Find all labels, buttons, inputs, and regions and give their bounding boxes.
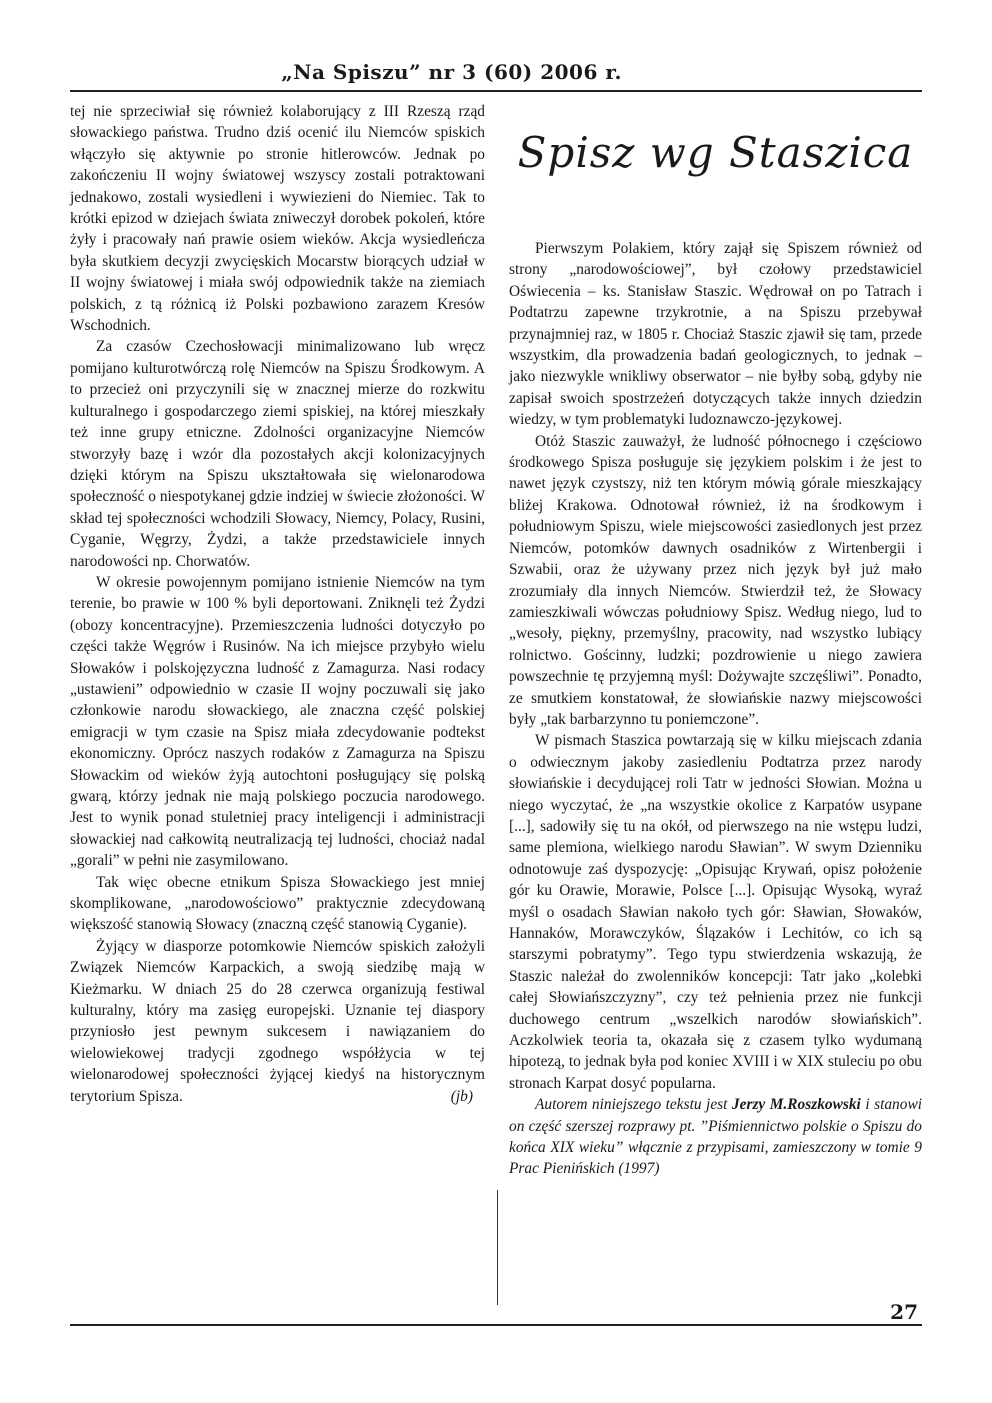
article-paragraph: Otóż Staszic zauważył, że ludność północnego i częściowo środkowego Spisza posługuje się językiem polskim i że jest to nawet język czystszy, niż ten którym mówią górale mieszkający bliżej Krakowa. Odnotował również, iż na środkowym i południowym Spiszu, wiele miejscowości zasiedlonych jest przez Niemców, potomków dawnych osadników z Wirtenbergii i Szwabii, oraz że używany przez nich język był już mało zrozumiały dla innych Niemców. Stwierdził też, że Słowacy zamieszkiwali wówczas południowy Spisz. Według niego, lud to „wesoły, piękny, przemyślny, pracowity, nad wszystko lubiący rolnictwo. Gościnny, ludzki; pozdrowienie u niego zawiera powszechnie tę przyjemną myśl: Dożywajte szczęśliwi”. Ponadto, ze smutkiem konstatował, że słowiańskie nazwy miejscowości były „tak barbarzynno tu poniemczone”. xyxy=(509,432,922,728)
left-paragraph-text: Żyjący w diasporze potomkowie Niemców spiskich założyli Związek Niemców Karpackich, a swoją siedzibę mają w Kieżmarku. W dniach 25 do 28 czerwca organizują festiwal kulturalny, który ma zasięg europejski. Uznanie tej diaspory przyniosło jest pewnym sukcesem i nawiązaniem do wielowiekowej tradycji zgodnego współżycia w tej wielonarodowej społeczności żyjącej kiedyś na historycznym terytorium Spisza. xyxy=(70,937,485,1105)
left-paragraph: W okresie powojennym pomijano istnienie Niemców na tym terenie, bo prawie w 100 % byli deportowani. Zniknęli też Żydzi (obozy koncentracyjne). Przemieszczenia ludności dotyczyło po części także Węgrów i Rusinów. Na ich miejsce przybyło wielu Słowaków i polskojęzyczna ludność z Zamagurza. Nasi rodacy „ustawieni” odpowiednio w czasie II wojny poczuwali się jako członkowie narodu słowackiego, ale znaczna część polskiej emigracji w tym czasie na Spisz miała zdecydowanie podtekst ekonomiczny. Oprócz naszych rodaków z Zamagurza na Spiszu Słowackim od wieków żyją autochtoni posługujący się polską gwarą, którzy jednak nie mają polskiego poczucia narodowego. Jest to wynik ponad stuletniej pracy inteligencji i administracji słowackiej nad całkowitą neutralizacją tej ludności, chociaż nadal „gorali” w pełni nie zasymilowano. xyxy=(70,573,485,870)
right-column xyxy=(509,238,922,1180)
author-note-suffix: i stanowi on część szerszej rozprawy pt. ”Piśmiennictwo polskie o Spiszu do końca XIX wieku” włącznie z przypisami, zamieszczony w tomie 9 Prac Pienińskich (1997) xyxy=(509,1096,922,1178)
left-paragraph: Za czasów Czechosłowacji minimalizowano lub wręcz pomijano kulturotwórczą rolę Niemców na Spiszu Środkowym. A to przecież oni przyczynili się w znacznej mierze do rozkwitu kulturalnego i gospodarczego ziemi spiskiej, na której mieszkały też inne grupy etniczne. Zdolności organizacyjne Niemców stworzyły bazę i wzór dla pozostałych akcji kolonizacyjnych dzięki którym na Spiszu ukształtowała się wielonarodowa społeczność o niespotykanej gdzie indziej w świecie złożoności. W skład tej społeczności wchodzili Słowacy, Niemcy, Polacy, Rusini, Cyganie, Węgrzy, Żydzi, a także przedstawiciele innych narodowości np. Chorwatów. xyxy=(70,338,485,570)
page-number: 27 xyxy=(890,1300,918,1324)
left-paragraph: Tak więc obecne etnikum Spisza Słowackiego jest mniej skomplikowane, „narodowościowo” praktycznie zdecydowaną większość stanowią Słowacy (znaczną część stanowią Cyganie). xyxy=(70,873,485,934)
footer-rule xyxy=(70,1324,922,1326)
author-note-prefix: Autorem niniejszego tekstu jest xyxy=(535,1096,732,1114)
article-paragraph: W pismach Staszica powtarzają się w kilku miejscach zdania o odwiecznym jakoby zasiedleniu Podtatrza przez narody słowiańskie i decydującej roli Tatr w jedności Słowian. Można u niego wyczytać, że „na wszystkie okolice z Karpatów usypane [...], sadowiły się tu na okół, od pierwszego na nie wstępu ludzi, same plemiona, wielkiego narodu Sławian”. W swym Dzienniku odnotowuje zaś dyspozycję: „Opisując Krywań, opisz położenie gór ku Orawie, Morawie, Polsce [...]. Opisując Wysoką, wyraź myśl o osadach Sławian nakoło tych gór: Sławian, Słowaków, Hannaków, Morawczyków, Ślązaków i Lechitów, co ich są starszymi pobratymy”. Tego typu stwierdzenia wskazują, że Staszic należał do zwolenników koncepcji: Tatr jako „kolebki całej Słowiańszczyzny”, czy też pełnienia przez nie funkcji duchowego centrum „wszelkich narodów słowiańskich”. Aczkolwiek teoria ta, okazała się z czasem tylko wydumaną hipotezą, to jednak była pod koniec XVIII i w XIX stuleciu po obu stronach Karpat dosyć popularna. xyxy=(509,732,922,1092)
signature: (jb) xyxy=(450,1087,473,1105)
left-column xyxy=(70,101,485,1107)
author-name: Jerzy M.Roszkowski xyxy=(731,1096,861,1114)
page-header-title: „Na Spiszu” nr 3 (60) 2006 r. xyxy=(281,60,622,84)
article-title: Spisz wg Staszica xyxy=(517,128,914,177)
header-rule xyxy=(70,90,922,92)
left-paragraph xyxy=(70,936,485,1107)
left-paragraph: tej nie sprzeciwiał się również kolaborujący z III Rzeszą rząd słowackiego państwa. Trudno dziś ocenić ilu Niemców spiskich włączyło się aktywnie po stronie hitlerowców. Jednak po zakończeniu II wojny światowej wszyscy zostali potraktowani jednakowo, zostali wysiedleni i wywiezieni do Niemiec. Tak to krótki epizod w dziejach świata zniweczył dorobek pokoleń, które żyły i pracowały nań prawie osiem wieków. Akcja wysiedleńcza była skutkiem decyzji zwycięskich Mocarstw biorących udział w II wojny światowej i miała swój odpowiednik także na ziemiach polskich, z tą różnicą iż Polski pozbawiono zarazem Kresów Wschodnich. xyxy=(70,103,485,335)
column-divider xyxy=(497,1190,498,1305)
article-paragraph: Pierwszym Polakiem, który zajął się Spiszem również od strony „narodowościowej”, był czołowy przedstawiciel Oświecenia – ks. Stanisław Staszic. Wędrował on po Tatrach i Podtatrzu zapewne trzykrotnie, a na Spiszu przebywał przynajmniej raz, w 1805 r. Chociaż Staszic zjawił się tam, przede wszystkim, dla prowadzenia badań geologicznych, to jednak – jako niezwykle wnikliwy obserwator – nie byłby sobą, gdyby nie zapisał swoich spostrzeżeń dotyczących także innych dziedzin wiedzy, w tym problematyki ludoznawczo-językowej. xyxy=(509,240,922,429)
author-note xyxy=(509,1094,922,1180)
